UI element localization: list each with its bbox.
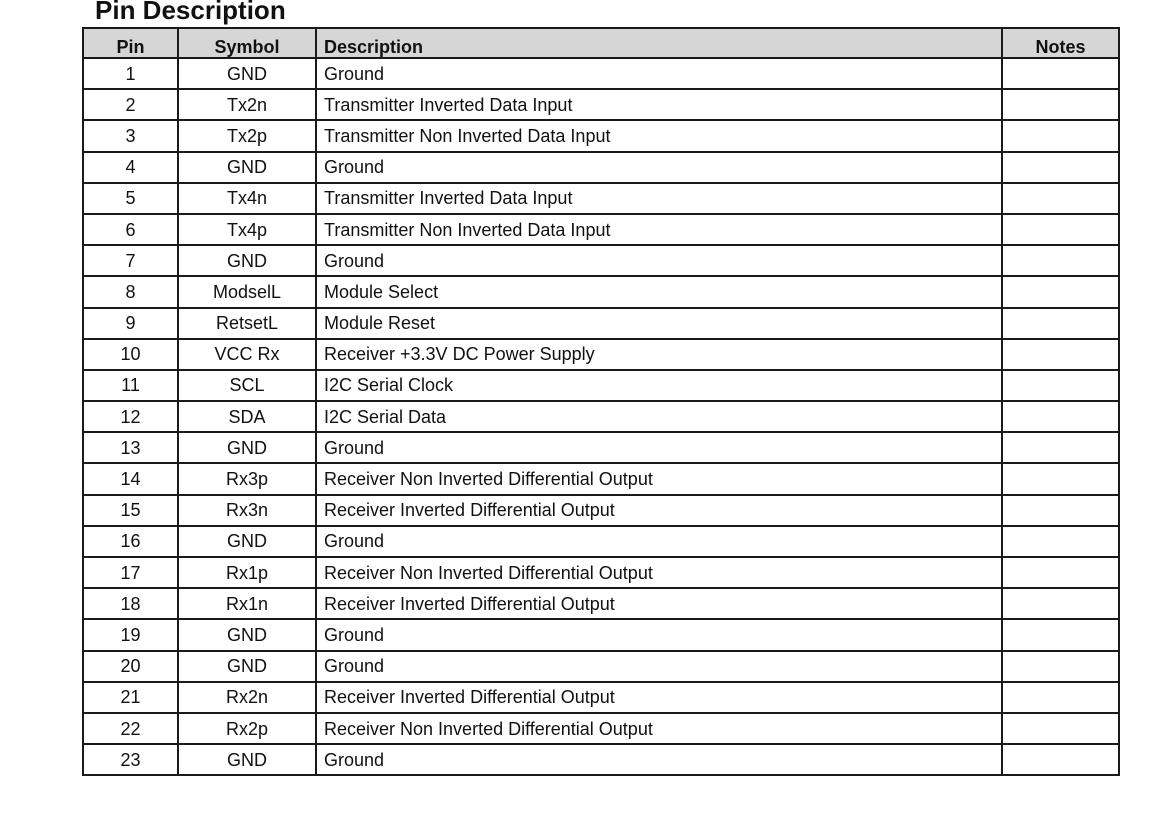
table-row <box>83 557 1119 588</box>
table-row <box>83 619 1119 650</box>
notes-cell <box>1002 713 1119 744</box>
pin-cell: 15 <box>83 495 178 526</box>
notes-cell <box>1002 89 1119 120</box>
description-cell: Receiver +3.3V DC Power Supply <box>316 339 1002 370</box>
description-cell: I2C Serial Clock <box>316 370 1002 401</box>
table-row <box>83 651 1119 682</box>
symbol-cell: VCC Rx <box>178 339 316 370</box>
symbol-cell: Rx2p <box>178 713 316 744</box>
symbol-cell: Tx4n <box>178 183 316 214</box>
pin-cell: 21 <box>83 682 178 713</box>
symbol-cell: Rx1p <box>178 557 316 588</box>
description-cell: Receiver Non Inverted Differential Output <box>316 463 1002 494</box>
table-row <box>83 308 1119 339</box>
notes-cell <box>1002 588 1119 619</box>
pin-cell: 2 <box>83 89 178 120</box>
description-cell: Ground <box>316 152 1002 183</box>
table-row <box>83 526 1119 557</box>
notes-cell <box>1002 152 1119 183</box>
notes-cell <box>1002 339 1119 370</box>
pin-cell: 13 <box>83 432 178 463</box>
description-cell: Ground <box>316 651 1002 682</box>
notes-cell <box>1002 370 1119 401</box>
symbol-cell: Tx4p <box>178 214 316 245</box>
pin-cell: 10 <box>83 339 178 370</box>
description-cell: I2C Serial Data <box>316 401 1002 432</box>
notes-cell <box>1002 58 1119 89</box>
description-cell: Receiver Inverted Differential Output <box>316 588 1002 619</box>
pin-cell: 20 <box>83 651 178 682</box>
notes-cell <box>1002 744 1119 775</box>
symbol-cell: ModselL <box>178 276 316 307</box>
notes-cell <box>1002 245 1119 276</box>
pin-cell: 23 <box>83 744 178 775</box>
pin-cell: 1 <box>83 58 178 89</box>
table-row <box>83 339 1119 370</box>
table-row <box>83 744 1119 775</box>
description-cell: Ground <box>316 619 1002 650</box>
notes-cell <box>1002 682 1119 713</box>
pin-cell: 7 <box>83 245 178 276</box>
pin-cell: 11 <box>83 370 178 401</box>
symbol-cell: Rx2n <box>178 682 316 713</box>
table-row <box>83 495 1119 526</box>
table-row <box>83 370 1119 401</box>
pin-cell: 9 <box>83 308 178 339</box>
symbol-cell: Rx1n <box>178 588 316 619</box>
symbol-cell: GND <box>178 619 316 650</box>
pin-cell: 6 <box>83 214 178 245</box>
table-row <box>83 214 1119 245</box>
table-row <box>83 713 1119 744</box>
description-cell: Ground <box>316 744 1002 775</box>
table-row <box>83 463 1119 494</box>
notes-cell <box>1002 401 1119 432</box>
description-cell: Transmitter Non Inverted Data Input <box>316 120 1002 151</box>
column-header-description: Description <box>316 28 1002 58</box>
notes-cell <box>1002 120 1119 151</box>
description-cell: Transmitter Non Inverted Data Input <box>316 214 1002 245</box>
description-cell: Ground <box>316 526 1002 557</box>
description-cell: Ground <box>316 432 1002 463</box>
symbol-cell: Tx2n <box>178 89 316 120</box>
pin-cell: 18 <box>83 588 178 619</box>
pin-cell: 3 <box>83 120 178 151</box>
description-cell: Ground <box>316 58 1002 89</box>
table-row <box>83 245 1119 276</box>
notes-cell <box>1002 495 1119 526</box>
description-cell: Ground <box>316 245 1002 276</box>
pin-cell: 19 <box>83 619 178 650</box>
table-row <box>83 682 1119 713</box>
table-header-row <box>83 28 1119 58</box>
pin-cell: 16 <box>83 526 178 557</box>
table-row <box>83 120 1119 151</box>
column-header-notes: Notes <box>1002 28 1119 58</box>
description-cell: Module Reset <box>316 308 1002 339</box>
pin-cell: 12 <box>83 401 178 432</box>
pin-cell: 17 <box>83 557 178 588</box>
column-header-pin: Pin <box>83 28 178 58</box>
table-row <box>83 89 1119 120</box>
table-body <box>83 58 1119 775</box>
description-cell: Receiver Inverted Differential Output <box>316 682 1002 713</box>
pin-description-table <box>82 27 1120 776</box>
description-cell: Receiver Inverted Differential Output <box>316 495 1002 526</box>
page-title: Pin Description <box>95 0 286 25</box>
notes-cell <box>1002 183 1119 214</box>
symbol-cell: Tx2p <box>178 120 316 151</box>
symbol-cell: GND <box>178 432 316 463</box>
symbol-cell: GND <box>178 744 316 775</box>
table-row <box>83 58 1119 89</box>
pin-cell: 5 <box>83 183 178 214</box>
notes-cell <box>1002 651 1119 682</box>
symbol-cell: SDA <box>178 401 316 432</box>
table-row <box>83 588 1119 619</box>
symbol-cell: GND <box>178 58 316 89</box>
notes-cell <box>1002 214 1119 245</box>
notes-cell <box>1002 276 1119 307</box>
symbol-cell: GND <box>178 651 316 682</box>
notes-cell <box>1002 619 1119 650</box>
table-row <box>83 432 1119 463</box>
notes-cell <box>1002 308 1119 339</box>
symbol-cell: RetsetL <box>178 308 316 339</box>
description-cell: Transmitter Inverted Data Input <box>316 183 1002 214</box>
description-cell: Receiver Non Inverted Differential Output <box>316 557 1002 588</box>
table-row <box>83 152 1119 183</box>
description-cell: Receiver Non Inverted Differential Output <box>316 713 1002 744</box>
table-row <box>83 183 1119 214</box>
notes-cell <box>1002 432 1119 463</box>
pin-cell: 14 <box>83 463 178 494</box>
pin-cell: 4 <box>83 152 178 183</box>
notes-cell <box>1002 463 1119 494</box>
symbol-cell: GND <box>178 526 316 557</box>
notes-cell <box>1002 557 1119 588</box>
symbol-cell: GND <box>178 152 316 183</box>
column-header-symbol: Symbol <box>178 28 316 58</box>
table-row <box>83 401 1119 432</box>
symbol-cell: SCL <box>178 370 316 401</box>
symbol-cell: GND <box>178 245 316 276</box>
description-cell: Transmitter Inverted Data Input <box>316 89 1002 120</box>
description-cell: Module Select <box>316 276 1002 307</box>
symbol-cell: Rx3n <box>178 495 316 526</box>
notes-cell <box>1002 526 1119 557</box>
table-row <box>83 276 1119 307</box>
pin-cell: 8 <box>83 276 178 307</box>
symbol-cell: Rx3p <box>178 463 316 494</box>
pin-cell: 22 <box>83 713 178 744</box>
